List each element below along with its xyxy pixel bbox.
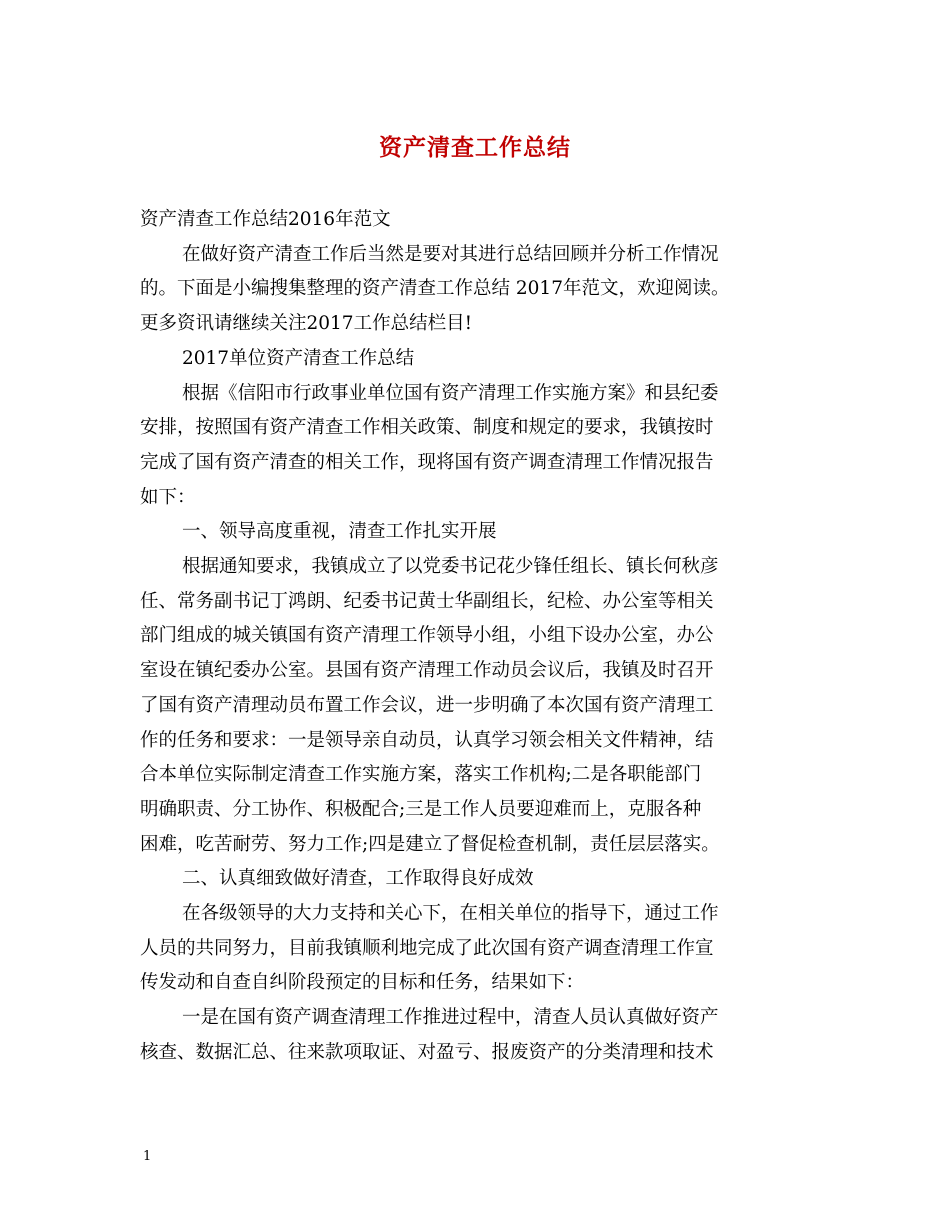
body-line: 任、常务副书记丁鸿朗、纪委书记黄士华副组长，纪检、办公室等相关: [140, 590, 714, 612]
body-line: 作的任务和要求：一是领导亲自动员，认真学习领会相关文件精神，结: [140, 729, 714, 751]
body-line: 资产清查工作总结2016年范文: [140, 209, 391, 230]
body-line: 如下：: [140, 486, 196, 508]
document-title: 资产清查工作总结: [379, 135, 571, 161]
body-line: 室设在镇纪委办公室。县国有资产清理工作动员会议后，我镇及时召开: [140, 660, 714, 682]
body-line: 的。下面是小编搜集整理的资产清查工作总结 2017年范文，欢迎阅读。: [140, 278, 730, 300]
body-line: 困难，吃苦耐劳、努力工作;四是建立了督促检查机制，责任层层落实。: [140, 833, 720, 855]
body-line: 在做好资产清查工作后当然是要对其进行总结回顾并分析工作情况: [182, 243, 719, 265]
body-line: 部门组成的城关镇国有资产清理工作领导小组，小组下设办公室，办公: [140, 625, 714, 647]
body-line: 传发动和自查自纠阶段预定的目标和任务，结果如下：: [140, 972, 585, 994]
page-number: 1: [143, 1149, 152, 1164]
body-line: 一、领导高度重视，清查工作扎实开展: [182, 521, 497, 543]
body-line: 合本单位实际制定清查工作实施方案，落实工作机构;二是各职能部门: [140, 764, 702, 786]
body-line: 了国有资产清理动员布置工作会议，进一步明确了本次国有资产清理工: [140, 694, 714, 716]
body-line: 根据《信阳市行政事业单位国有资产清理工作实施方案》和县纪委: [182, 382, 719, 404]
body-line: 根据通知要求，我镇成立了以党委书记花少锋任组长、镇长何秋彦: [182, 556, 719, 578]
body-line: 一是在国有资产调查清理工作推进过程中，清查人员认真做好资产: [182, 1007, 719, 1029]
body-line: 核查、数据汇总、往来款项取证、对盈亏、报废资产的分类清理和技术: [140, 1041, 714, 1063]
body-line: 人员的共同努力，目前我镇顺利地完成了此次国有资产调查清理工作宣: [140, 937, 714, 959]
body-line: 明确职责、分工协作、积极配合;三是工作人员要迎难而上，克服各种: [140, 798, 702, 820]
document-body: [140, 203, 830, 1071]
body-line: 更多资讯请继续关注2017工作总结栏目!: [140, 313, 473, 335]
body-line: 二、认真细致做好清查，工作取得良好成效: [182, 868, 534, 890]
body-line: 2017单位资产清查工作总结: [182, 347, 415, 369]
body-line: 完成了国有资产清查的相关工作，现将国有资产调查清理工作情况报告: [140, 451, 714, 473]
body-line: 在各级领导的大力支持和关心下，在相关单位的指导下，通过工作: [182, 903, 719, 925]
body-line: 安排，按照国有资产清查工作相关政策、制度和规定的要求，我镇按时: [140, 417, 714, 439]
